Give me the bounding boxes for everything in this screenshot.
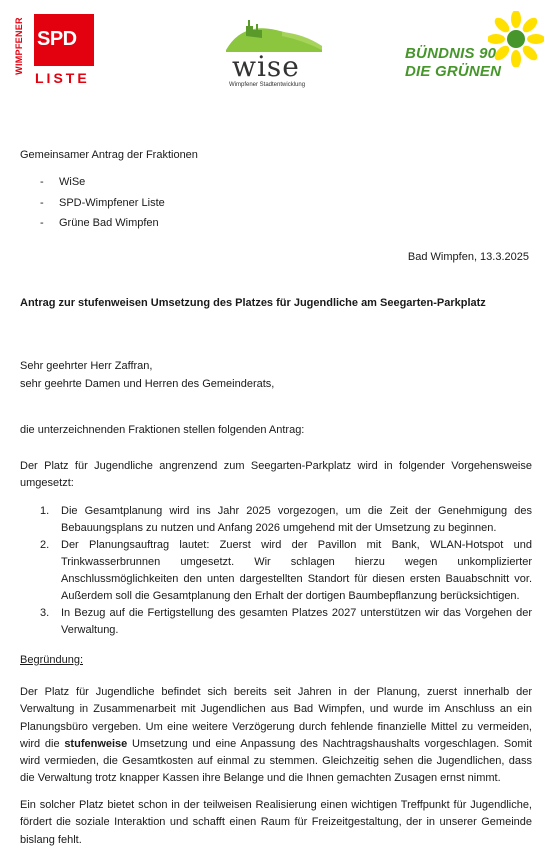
motion-intro: die unterzeichnenden Fraktionen stellen folgenden Antrag: [20, 424, 305, 436]
list-item: 3. In Bezug auf die Fertigstellung des gesamten Platzes 2027 unterstützen wir das Vorgehen der Verwaltung. [40, 607, 532, 636]
list-item: - SPD-Wimpfener Liste [40, 196, 165, 209]
spd-logo-text: SPD [37, 28, 77, 50]
intro-line: Gemeinsamer Antrag der Fraktionen [20, 149, 198, 161]
salutation-1: Sehr geehrter Herr Zaffran, [20, 360, 153, 372]
motion-paragraph: Der Platz für Jugendliche angrenzend zum Seegarten-Parkplatz wird in folgender Vorgehensweise umgesetzt: [20, 460, 532, 489]
gruene-logo-line1: BÜNDNIS 90 [405, 45, 497, 62]
letterhead [0, 0, 550, 100]
list-item: 2. Der Planungsauftrag lautet: Zuerst wird der Pavillon mit Bank, WLAN-Hotspot und Trinkwasserbrunnen umgesetzt. Wir schlagen hierzu wegen unkomplizierter Anschlussmöglichkeiten den unten dargestellten Standort für diesen ersten Bauabschnitt vor. Außerdem soll die Gesamtplanung den Erhalt der dortigen Baumbepflanzung berücksichtigen. [40, 539, 532, 602]
date-line: Bad Wimpfen, 13.3.2025 [407, 251, 529, 263]
list-item: 1. Die Gesamtplanung wird ins Jahr 2025 vorgezogen, um die Zeit der Genehmigung des Bebauungsplans zu nutzen und Anfang 2026 umgehend mit der Umsetzung zu beginnen. [40, 505, 532, 534]
emphasis-word: stufenweise [64, 737, 128, 750]
list-item: - WiSe [40, 176, 86, 188]
spd-logo-vertical-text: WIMPFENER [13, 17, 24, 75]
section-heading-begruendung: Begründung: [20, 654, 83, 666]
closing-paragraph: Ein solcher Platz bietet schon in der teilweisen Realisierung einen wichtigen Treffpunkt für Jugendliche, fördert die soziale Interaktion und schafft einen Raum für Freizeitgestaltung, der in unserer Gemeinde bislang fehlt. [20, 799, 532, 846]
wise-logo-subtitle: Wimpfener Stadtentwicklung [229, 82, 306, 88]
reasoning-paragraph: Der Platz für Jugendliche befindet sich bereits seit Jahren in der Planung, zuerst innerhalb der Verwaltung in Zusammenarbeit mit Jugendlichen aus Bad Wimpfen, und wurde im Anschluss an ein Planungsbüro vergeben. Um eine weitere Verzögerung durch fehlende finanzielle Mittel zu vermeiden, wird die stufenweise Umsetzung und eine Anpassung des Nachtragshaushalts vorgeschlagen. Somit wird vermieden, die Gesamtkosten auf einmal zu stemmen. Gleichzeitig sehen die Jugendlichen, dass die Verwaltung trotz knapper Kassen ihre Belange und die Ihnen gemachten Zusagen ernst nimmt. [20, 686, 532, 785]
gruene-logo [400, 11, 546, 91]
motion-items [40, 503, 532, 639]
spd-logo-box [34, 14, 94, 66]
gruene-logo-line2: DIE GRÜNEN [405, 63, 502, 80]
document-title: Antrag zur stufenweisen Umsetzung des Platzes für Jugendliche am Seegarten-Parkplatz [20, 297, 486, 309]
spd-logo-liste: LISTE [35, 70, 90, 86]
spd-logo [13, 11, 97, 87]
fraktionen-list [40, 175, 165, 237]
salutation-2: sehr geehrte Damen und Herren des Gemeinderats, [20, 378, 275, 390]
wise-logo-word: wise [232, 50, 300, 83]
list-item: - Grüne Bad Wimpfen [40, 217, 159, 229]
wise-logo [222, 16, 332, 92]
sunflower-icon [488, 11, 544, 67]
